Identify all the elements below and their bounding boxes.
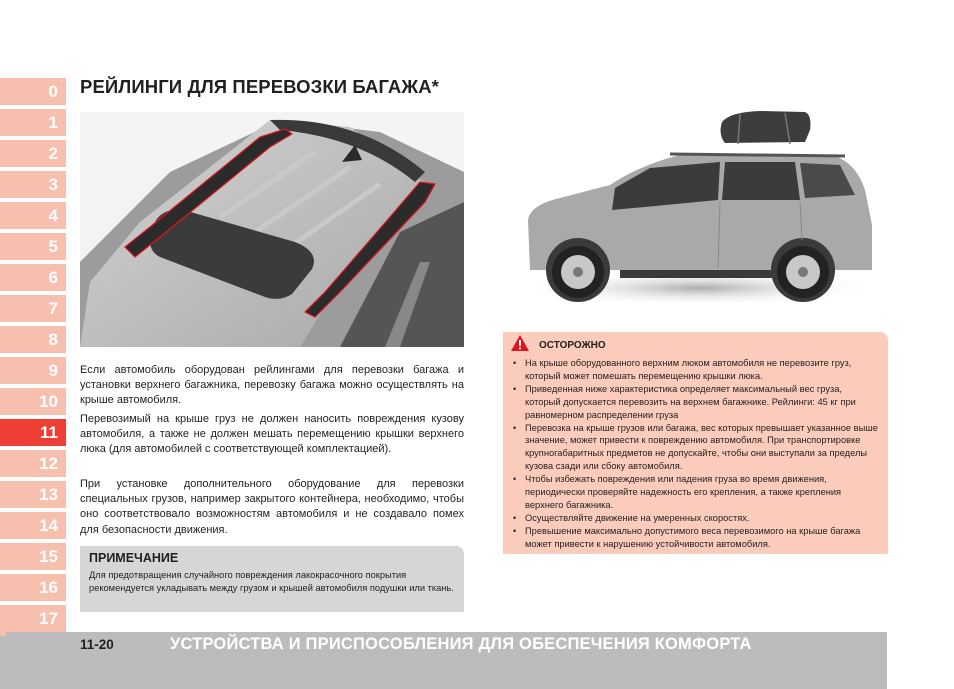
chapter-tab-14[interactable]: 14 (0, 512, 66, 539)
chapter-tab-12[interactable]: 12 (0, 450, 66, 477)
roof-rails-illustration (80, 112, 464, 347)
chapter-tab-5[interactable]: 5 (0, 233, 66, 260)
warning-list (511, 357, 880, 551)
note-title: ПРИМЕЧАНИЕ (89, 551, 179, 565)
paragraph-2: Перевозимый на крыше груз не должен наносить повреждения кузову автомобиля, а также не должен мешать перемещению крышки верхнего люка (для автомобилей с соответствующей комплектацией). (80, 413, 464, 456)
chapter-tab-13[interactable]: 13 (0, 481, 66, 508)
chapter-tab-4[interactable]: 4 (0, 202, 66, 229)
warning-item: • Чтобы избежать повреждения или падения груза во время движения, периодически проверяйте надежность его крепления, а также крепления верхнего багажника. (511, 473, 880, 512)
chapter-tab-16[interactable]: 16 (0, 574, 66, 601)
chapter-tab-3[interactable]: 3 (0, 171, 66, 198)
chapter-tab-10[interactable]: 10 (0, 388, 66, 415)
paragraph-3: При установке дополнительного оборудование для перевозки специальных грузов, например закрытого контейнера, необходимо, чтобы оно соответствовало возможностям автомобиля и не создавало помех для безопасности движения. (80, 478, 464, 536)
chapter-tab-9[interactable]: 9 (0, 357, 66, 384)
warning-triangle-icon (511, 335, 529, 356)
warning-item: • Превышение максимально допустимого веса перевозимого на крыше багажа может привести к нарушению устойчивости автомобиля. (511, 525, 880, 551)
suv-side-illustration (500, 110, 890, 320)
warning-header (511, 336, 880, 354)
chapter-tab-7[interactable]: 7 (0, 295, 66, 322)
warning-item: • Приведенная ниже характеристика определяет максимальный вес груза, который допускается перевозить на верхнем багажнике. Рейлинги: 45 кг при равномерном распределении груза (511, 383, 880, 422)
chapter-tab-6[interactable]: 6 (0, 264, 66, 291)
chapter-tab-11-active[interactable]: 11 (0, 419, 66, 446)
paragraph-1: Если автомобиль оборудован рейлингами для перевозки багажа и установки верхнего багажника, перевозку багажа можно осуществлять на крыше автомобиля. (80, 364, 464, 407)
chapter-tab-8[interactable]: 8 (0, 326, 66, 353)
note-text: Для предотвращения случайного повреждения лакокрасочного покрытия рекомендуется укладывать между грузом и крышей автомобиля подушки или ткань. (89, 570, 454, 593)
chapter-tabs (0, 78, 66, 636)
suv-roof-box-image (500, 110, 890, 320)
warning-item: • Осуществляйте движение на умеренных скоростях. (511, 512, 880, 525)
warning-item: • На крыше оборудованного верхним люком автомобиля не перевозите груз, который может помешать перемещению крышки люка. (511, 357, 880, 383)
page-title: РЕЙЛИНГИ ДЛЯ ПЕРЕВОЗКИ БАГАЖА* (80, 76, 439, 97)
chapter-tab-1[interactable]: 1 (0, 109, 66, 136)
chapter-tab-15[interactable]: 15 (0, 543, 66, 570)
section-title: УСТРОЙСТВА И ПРИСПОСОБЛЕНИЯ ДЛЯ ОБЕСПЕЧЕНИЯ КОМФОРТА (170, 635, 752, 653)
warning-title: ОСТОРОЖНО (539, 339, 606, 351)
chapter-tab-2[interactable]: 2 (0, 140, 66, 167)
chapter-tab-0[interactable]: 0 (0, 78, 66, 105)
chapter-tab-17[interactable]: 17 (0, 605, 66, 632)
footer-accent (0, 632, 6, 636)
page-number: 11-20 (80, 637, 114, 652)
roof-rails-image (80, 112, 464, 347)
note-box (80, 546, 464, 612)
warning-box (503, 332, 888, 554)
warning-item: • Перевозка на крыше грузов или багажа, вес которых превышает указанное выше значение, может привести к повреждению автомобиля. При транспортировке крупногабаритных предметов не допускайте, чтобы они выступали за пределы кузова сзади или сбоку автомобиля. (511, 422, 880, 474)
